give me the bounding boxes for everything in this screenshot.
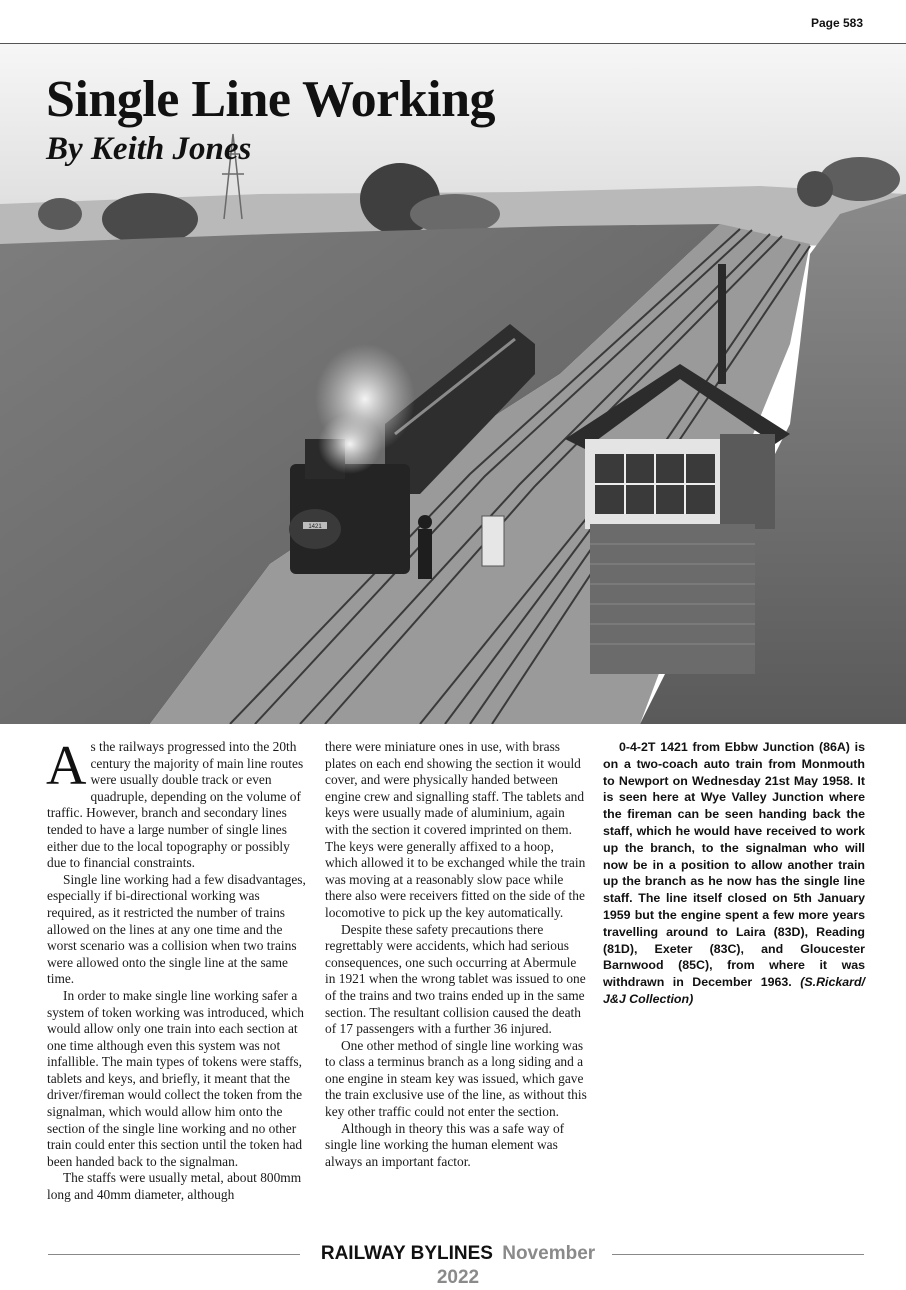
- photo-caption: [603, 739, 865, 1008]
- photo-credit: (S.Rickard/ J&J Collection): [603, 975, 865, 1006]
- engine-number-plate: 1421: [308, 524, 322, 530]
- body-paragraph: One other method of single line working was to class a terminus branch as a long siding and a one engine in steam key was issued, which gave the train exclusive use of the line, as without this key other traffic could not enter the section.: [325, 1037, 587, 1120]
- article-title: Single Line Working: [46, 71, 496, 128]
- footer: [310, 1242, 606, 1290]
- article-byline: By Keith Jones: [46, 131, 252, 167]
- body-paragraph: Although in theory this was a safe way of single line working the human element was always an important factor.: [325, 1120, 565, 1169]
- body-column-1: [46, 735, 309, 1204]
- body-paragraph: In order to make single line working safer a system of token working was introduced, which would allow only one train into each section at one time although even this system was not infallible. The main types of tokens were staffs, tablets and keys, and briefly, it meant that the driver/fireman would collect the token from the signalman, which would allow him onto the section of the single line working and no other train could enter this section until the token had been handed back to the signalman.: [47, 987, 304, 1169]
- footer-rule-right: [612, 1254, 864, 1255]
- caption-text: 0-4-2T 1421 from Ebbw Junction (86A) is on a two-coach auto train from Monmouth to Newport on Wednesday 21st May 1958. It is seen here at Wye Valley Junction where the fireman can be seen handing back the staff, which he would have received to work up the branch, to the signalman who will now be in a position to allow another train up the branch as he now has the single line staff. The line itself closed on 5th January 1959 but the engine spent a few more years travelling around to Laira (83D), Reading (81D), Exeter (83C), and Gloucester Barnwood (85C), from where it was withdrawn in December 1963.: [603, 740, 865, 990]
- body-paragraph: The staffs were usually metal, about 800mm long and 40mm diameter, although: [47, 1170, 302, 1203]
- body-paragraph: Single line working had a few disadvantages, especially if bi-directional working was required, as it restricted the number of trains allowed on the lines at any one time and the worst scenario was a collision when two trains were allowed onto the single line at the same time.: [47, 871, 306, 987]
- drop-cap: A: [46, 735, 87, 797]
- body-column-2: [325, 739, 587, 1170]
- issue-date: November 2022: [436, 1243, 596, 1288]
- body-paragraph: Despite these safety precautions there regrettably were accidents, which had serious consequences, one such occurring at Abermule in 1921 when the wrong tablet was issued to one of the trains and two trains ended up in the same section. The resultant collision caused the death of 17 passengers with a further 36 injured.: [325, 921, 586, 1037]
- photo-caption-column: [603, 739, 865, 1008]
- magazine-name: RAILWAY BYLINES: [320, 1243, 493, 1264]
- page-number: Page 583: [810, 16, 863, 30]
- body-paragraph: there were miniature ones in use, with brass plates on each end showing the section it would cover, and were physically handed between engine crew and signalling staff. The tablets and keys were usually made of aluminium, again with the section it covered imprinted on them. The keys were generally affixed to a hoop, which allowed it to be exchanged while the train was moving at a reasonably slow pace while there also were receivers fitted on the side of the locomotive to pick up the key automatically.: [325, 739, 586, 920]
- body-paragraph: As the railways progressed into the 20th century the majority of main line routes were usually double track or even quadruple, depending on the volume of traffic. However, branch and secondary lines tended to have a large number of single lines either due to the local topography or possibly due to financial constraints.: [46, 735, 304, 871]
- footer-rule-left: [48, 1254, 300, 1255]
